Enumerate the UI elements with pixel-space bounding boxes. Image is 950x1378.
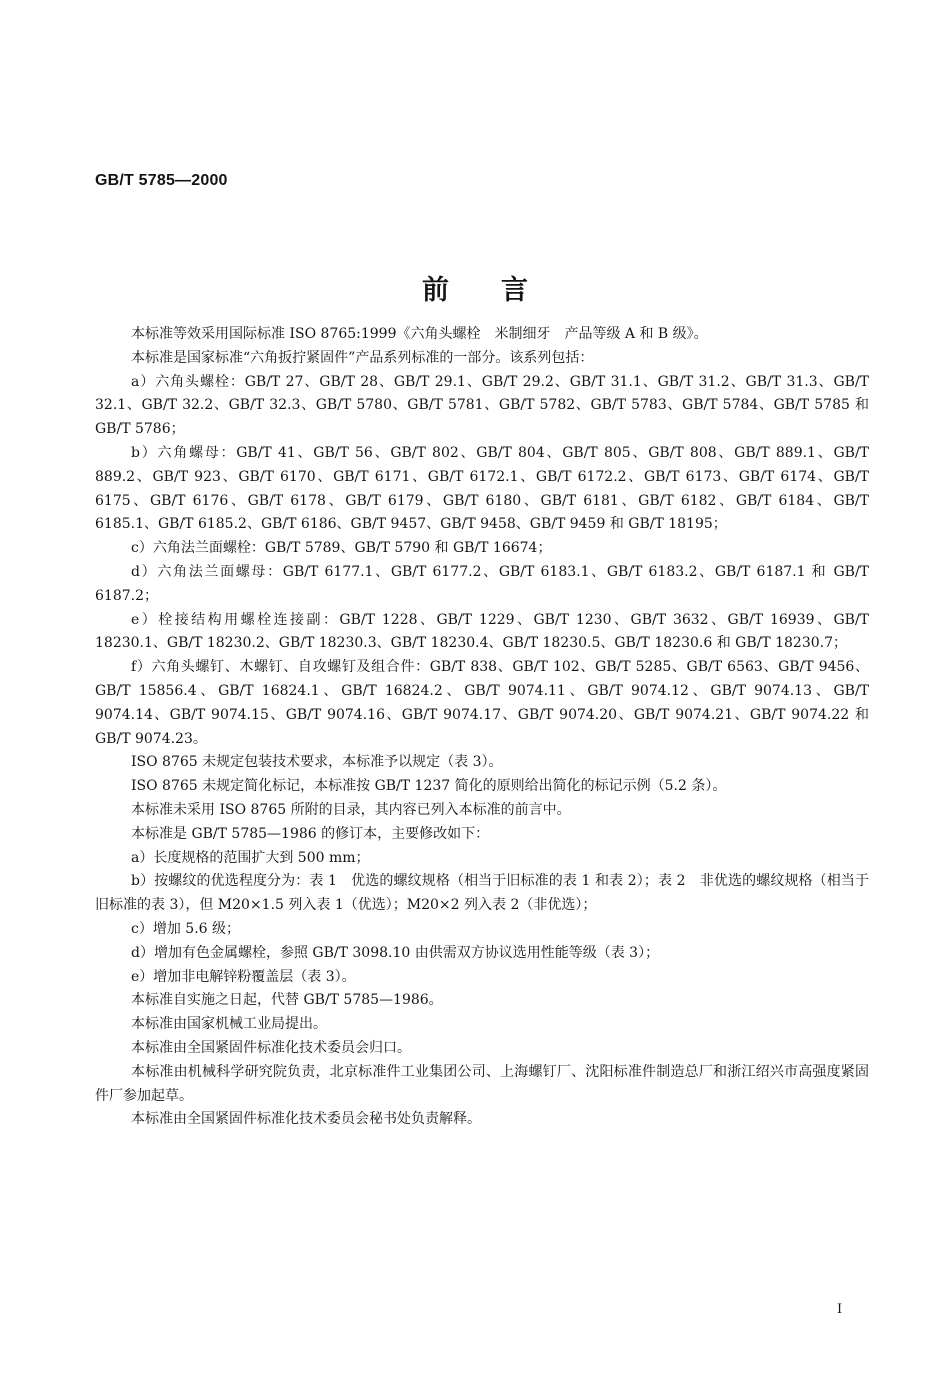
list-item-coating: e）增加非电解锌粉覆盖层（表 3）。 bbox=[131, 968, 356, 985]
paragraph-replaces: 本标准自实施之日起，代替 GB/T 5785—1986。 bbox=[131, 992, 443, 1009]
document-code: GB/T 5785—2000 bbox=[95, 172, 228, 189]
paragraph-adoption: 本标准等效采用国际标准 ISO 8765:1999《六角头螺栓 米制细牙 产品等级 A 和 B 级》。 bbox=[131, 326, 708, 342]
paragraph-drafted-by: 本标准由机械科学研究院负责，北京标准件工业集团公司、上海螺钉厂、沈阳标准件制造总厂和浙江绍兴市高强度紧固件厂参加起草。 bbox=[95, 1063, 869, 1104]
page-title: 前言 bbox=[422, 275, 580, 306]
foreword-body bbox=[95, 323, 869, 1132]
paragraph-simplified-marking: ISO 8765 未规定简化标记，本标准按 GB/T 1237 简化的原则给出简化的标记示例（5.2 条）。 bbox=[131, 778, 727, 795]
list-item-structural-bolting: e）栓接结构用螺栓连接副：GB/T 1228、GB/T 1229、GB/T 1230、GB/T 3632、GB/T 16939、GB/T 18230.1、GB/T 18230.2、GB/T 18230.3、GB/T 18230.4、GB/T 18230.5、GB/T 18230.6 和 GB/T 18230.7； bbox=[95, 611, 869, 652]
list-item-screws-assemblies: f）六角头螺钉、木螺钉、自攻螺钉及组合件：GB/T 838、GB/T 102、GB/T 5285、GB/T 6563、GB/T 9456、GB/T 15856.4、GB/T 16824.1、GB/T 16824.2、GB/T 9074.11、GB/T 9074.12、GB/T 9074.13、GB/T 9074.14、GB/T 9074.15、GB/T 9074.16、GB/T 9074.17、GB/T 9074.20、GB/T 9074.21、GB/T 9074.22 和 GB/T 9074.23。 bbox=[95, 659, 869, 747]
paragraph-revision-intro: 本标准是 GB/T 5785—1986 的修订本，主要修改如下： bbox=[131, 825, 490, 842]
list-item-thread-preference: b）按螺纹的优选程度分为：表 1 优选的螺纹规格（相当于旧标准的表 1 和表 2）；表 2 非优选的螺纹规格（相当于旧标准的表 3），但 M20×1.5 列入表 1（优选）；M20×2 列入表 2（非优选）； bbox=[95, 873, 869, 914]
paragraph-packaging: ISO 8765 未规定包装技术要求，本标准予以规定（表 3）。 bbox=[131, 754, 503, 771]
paragraph-contents: 本标准未采用 ISO 8765 所附的目录，其内容已列入本标准的前言中。 bbox=[131, 801, 571, 818]
list-item-nonferrous: d）增加有色金属螺栓，参照 GB/T 3098.10 由供需双方协议选用性能等级（表 3）； bbox=[131, 944, 660, 961]
list-item-flange-bolts: c）六角法兰面螺栓：GB/T 5789、GB/T 5790 和 GB/T 16674； bbox=[131, 540, 552, 557]
list-item-hex-nuts: b）六角螺母：GB/T 41、GB/T 56、GB/T 802、GB/T 804、GB/T 805、GB/T 808、GB/T 889.1、GB/T 889.2、GB/T 923、GB/T 6170、GB/T 6171、GB/T 6172.1、GB/T 6172.2、GB/T 6173、GB/T 6174、GB/T 6175、GB/T 6176、GB/T 6178、GB/T 6179、GB/T 6180、GB/T 6181、GB/T 6182、GB/T 6184、GB/T 6185.1、GB/T 6185.2、GB/T 6186、GB/T 9457、GB/T 9458、GB/T 9459 和 GB/T 18195； bbox=[95, 444, 869, 533]
list-item-length-range: a）长度规格的范围扩大到 500 mm； bbox=[131, 849, 370, 866]
paragraph-series-intro: 本标准是国家标准“六角扳拧紧固件”产品系列标准的一部分。该系列包括： bbox=[131, 349, 594, 366]
list-item-grade: c）增加 5.6 级； bbox=[131, 920, 241, 937]
page-number: I bbox=[837, 1302, 843, 1317]
paragraph-interpretation: 本标准由全国紧固件标准化技术委员会秘书处负责解释。 bbox=[131, 1111, 481, 1128]
list-item-hex-bolts: a）六角头螺栓：GB/T 27、GB/T 28、GB/T 29.1、GB/T 29.2、GB/T 31.1、GB/T 31.2、GB/T 31.3、GB/T 32.1、GB/T 32.2、GB/T 32.3、GB/T 5780、GB/T 5781、GB/T 5782、GB/T 5783、GB/T 5784、GB/T 5785 和 GB/T 5786； bbox=[95, 373, 869, 438]
paragraph-under-jurisdiction: 本标准由全国紧固件标准化技术委员会归口。 bbox=[131, 1039, 411, 1056]
list-item-flange-nuts: d）六角法兰面螺母：GB/T 6177.1、GB/T 6177.2、GB/T 6183.1、GB/T 6183.2、GB/T 6187.1 和 GB/T 6187.2； bbox=[95, 563, 869, 604]
paragraph-proposed-by: 本标准由国家机械工业局提出。 bbox=[131, 1016, 327, 1033]
